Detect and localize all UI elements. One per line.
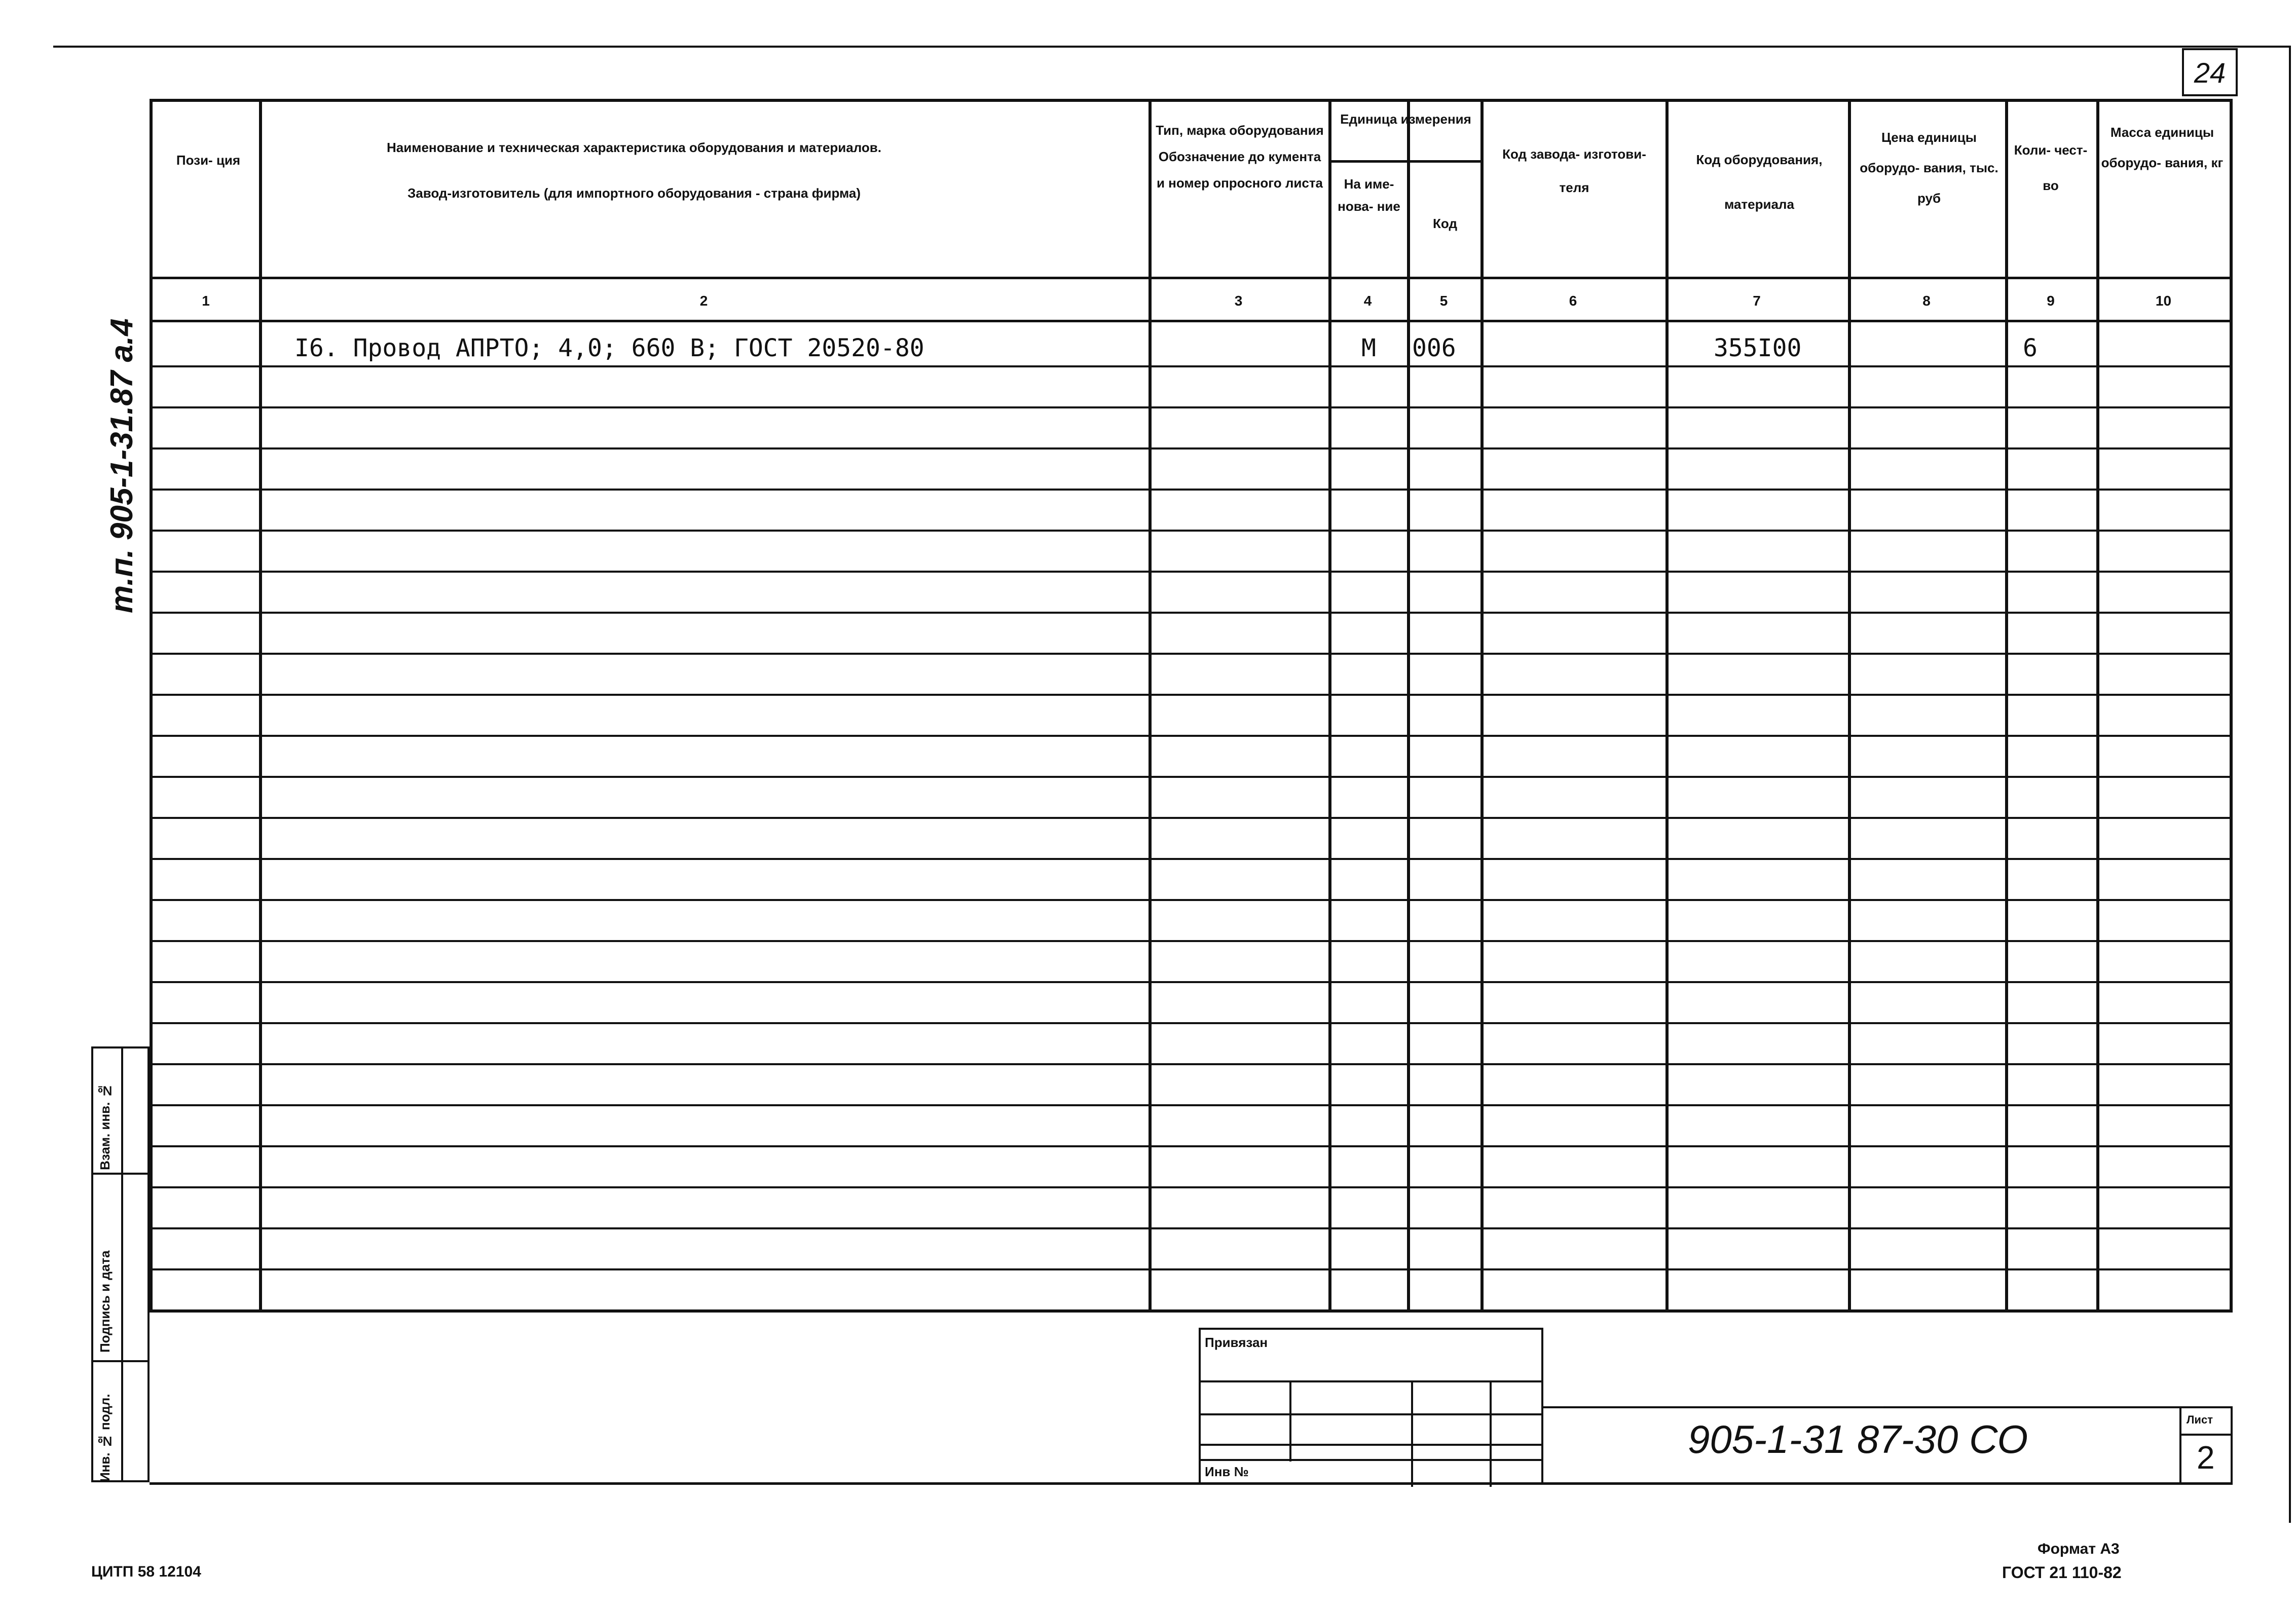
- header-unit-code: Код: [1433, 216, 1457, 231]
- header-unit-name: На име- нова- ние: [1338, 176, 1400, 214]
- row-rule: [153, 817, 2230, 819]
- row-rule: [153, 365, 2230, 367]
- row-rule: [153, 735, 2230, 737]
- header-unit: Единица измерения: [1340, 111, 1471, 127]
- colnum-10: 10: [2155, 293, 2172, 309]
- header-name-line2: Завод-изготовитель (для импортного оборудования - страна фирма): [407, 185, 861, 201]
- colnum-5: 5: [1439, 293, 1448, 309]
- row-rule: [153, 653, 2230, 655]
- left-stamp: [91, 1046, 150, 1482]
- header-name-line1: Наименование и техническая характеристика оборудования и материалов.: [386, 140, 881, 155]
- row-rule: [153, 612, 2230, 614]
- row-rule: [153, 1227, 2230, 1229]
- row-rule: [153, 1268, 2230, 1270]
- row1-material-code: 355I00: [1714, 334, 1802, 362]
- colnum-4: 4: [1363, 293, 1372, 309]
- footer-left: ЦИТП 58 12104: [91, 1563, 201, 1580]
- colnum-1: 1: [202, 293, 210, 309]
- row-rule: [153, 571, 2230, 573]
- header-price: Цена единицы оборудо- вания, тыс. руб: [1860, 130, 1998, 206]
- side-code: т.п. 905-1-31.87 а.4: [104, 318, 139, 613]
- row-rule: [153, 406, 2230, 408]
- bottom-frame-line: [150, 1482, 2233, 1485]
- header-quantity: Коли- чест- во: [2014, 142, 2088, 193]
- row-rule: [153, 447, 2230, 449]
- sheet-number: 2: [2197, 1439, 2215, 1476]
- colnum-9: 9: [2047, 293, 2055, 309]
- row-rule: [153, 858, 2230, 860]
- header-maker-code: Код завода- изготови- теля: [1502, 146, 1646, 195]
- row-rule: [153, 1186, 2230, 1188]
- colnum-6: 6: [1569, 293, 1577, 309]
- row-rule: [153, 940, 2230, 942]
- attached-stamp: [1199, 1328, 1543, 1485]
- header-mass: Масса единицы оборудо- вания, кг: [2101, 125, 2224, 170]
- header-position: Пози- ция: [176, 153, 241, 168]
- footer-gost: ГОСТ 21 110-82: [2002, 1563, 2122, 1582]
- left-stamp-inventory: Инв. № подл.: [97, 1394, 113, 1482]
- sheet-label: Лист: [2187, 1413, 2213, 1426]
- row-rule: [153, 1104, 2230, 1106]
- row1-name: I6. Провод АПРТО; 4,0; 660 В; ГОСТ 20520-80: [294, 334, 924, 362]
- inv-label: Инв №: [1205, 1464, 1249, 1479]
- footer-format: Формат А3: [2038, 1541, 2120, 1557]
- header-material-code: Код оборудования, материала: [1696, 152, 1823, 212]
- row1-quantity: 6: [2023, 334, 2038, 362]
- row-rule: [153, 1022, 2230, 1024]
- row-rule: [153, 1145, 2230, 1147]
- page-number: 24: [2194, 57, 2226, 89]
- row-rule: [153, 1063, 2230, 1065]
- colnum-8: 8: [1922, 293, 1931, 309]
- doc-code-line: [1543, 1406, 2233, 1408]
- row-rule: [153, 694, 2230, 696]
- colnum-7: 7: [1753, 293, 1761, 309]
- row-rule: [153, 981, 2230, 983]
- row-rule: [153, 776, 2230, 778]
- left-stamp-signature: Подпись и дата: [97, 1250, 113, 1353]
- sheet-box: [2179, 1406, 2233, 1485]
- row-rule: [153, 899, 2230, 901]
- specification-table: [150, 99, 2233, 1313]
- colnum-3: 3: [1234, 293, 1243, 309]
- attached-label: Привязан: [1205, 1335, 1268, 1350]
- header-type: Тип, марка оборудования Обозначение до кумента и номер опросного листа: [1156, 123, 1324, 191]
- page-number-box: [2182, 48, 2238, 96]
- doc-code: 905-1-31 87-30 СО: [1688, 1417, 2028, 1462]
- row1-unit: М: [1361, 334, 1376, 362]
- row-rule: [153, 530, 2230, 532]
- left-stamp-replace: Взам. инв. №: [97, 1083, 113, 1170]
- colnum-2: 2: [699, 293, 708, 309]
- row-rule: [153, 489, 2230, 491]
- row1-unit-code: 006: [1412, 334, 1456, 362]
